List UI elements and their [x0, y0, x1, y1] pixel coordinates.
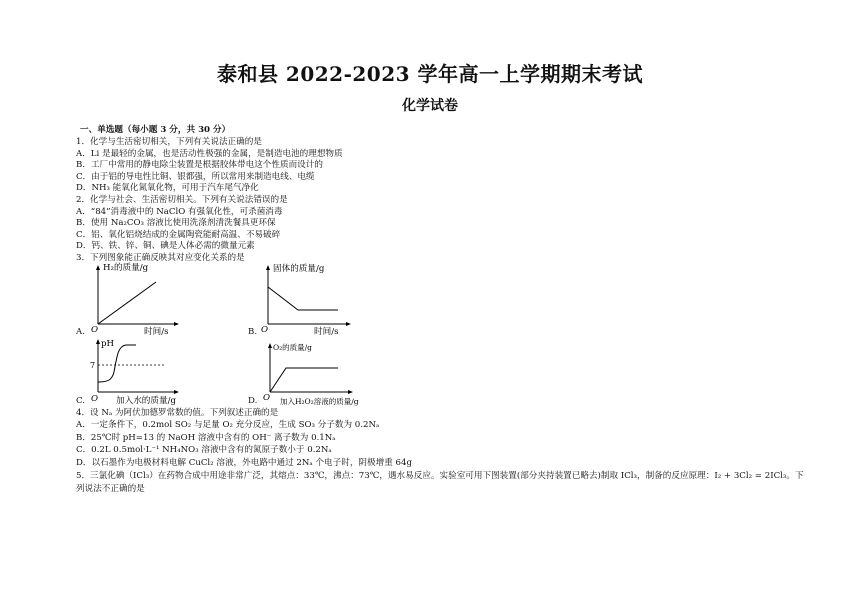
- graph-c-mark: 7: [90, 361, 96, 370]
- question-5: 5．三氯化碘（ICl₃）在药物合成中用途非常广泛，其熔点：33℃，沸点：73℃，遇水易反应。实验室可用下图装置(部分夹持装置已略去)制取 ICl₃，制备的反应原理：I₂ + 3Cl₂ = 2ICl₃。下: [76, 471, 804, 481]
- option-2d: D．钙、铁、锌、铜、碘是人体必需的微量元素: [76, 241, 255, 251]
- option-2a: A．“84”消毒液中的 NaClO 有强氧化性，可杀菌消毒: [76, 206, 283, 217]
- graph-b-ylabel: 固体的质量/g: [273, 264, 325, 274]
- graph-b: [258, 262, 368, 337]
- graph-a-origin: O: [91, 325, 99, 335]
- option-1b: B．工厂中常用的静电除尘装置是根据胶体带电这个性质而设计的: [76, 160, 323, 170]
- graph-b-option: B.: [248, 327, 258, 337]
- question-1: 1．化学与生活密切相关，下列有关说法正确的是: [76, 137, 262, 147]
- graph-c-curve: [98, 345, 136, 382]
- option-2c: C．铝、氧化铝烧结成的金属陶瓷能耐高温、不易破碎: [76, 229, 281, 240]
- graph-d-curve: [270, 368, 338, 392]
- question-3: 3．下列图象能正确反映其对应变化关系的是: [76, 252, 245, 263]
- option-4c: C．0.2L 0.5mol·L⁻¹ NH₄NO₃ 溶液中含有的氮原子数小于 0.2Nₐ: [76, 445, 332, 455]
- option-4a: A．一定条件下，0.2mol SO₂ 与足量 O₂ 充分反应，生成 SO₃ 分子数为 0.2Nₐ: [76, 420, 380, 430]
- graph-a-curve: [98, 282, 156, 324]
- graph-b-curve: [268, 287, 338, 310]
- question-2: 2．化学与社会、生活密切相关。下列有关说法错误的是: [76, 195, 288, 205]
- graph-c-xlabel: 加入水的质量/g: [116, 396, 176, 406]
- option-1c: C．由于铝的导电性比铜、银都强，所以常用来制造电线、电缆: [76, 171, 315, 182]
- graph-b-xlabel: 时间/s: [314, 327, 339, 337]
- option-2b: B．使用 Na₂CO₃ 溶液比使用洗涤剂清洗餐具更环保: [76, 218, 276, 228]
- option-1a: A．Li 是最轻的金属，也是活动性极强的金属，是制造电池的理想物质: [76, 148, 343, 159]
- graph-a-xlabel: 时间/s: [144, 327, 169, 337]
- graph-c-ylabel: pH: [101, 339, 114, 349]
- page-subtitle: 化学试卷: [402, 98, 458, 114]
- graph-a: [86, 262, 196, 337]
- graph-d: [258, 338, 368, 408]
- option-1d: D．NH₃ 能氧化氮氧化物，可用于汽车尾气净化: [76, 183, 259, 193]
- graph-d-option: D.: [248, 396, 258, 406]
- graph-d-origin: O: [263, 393, 271, 403]
- graph-c-option: C.: [76, 396, 86, 406]
- graph-b-origin: O: [261, 325, 269, 335]
- graph-a-option: A.: [76, 327, 85, 337]
- section-heading: 一、单选题（每小题 3 分，共 30 分）: [80, 125, 231, 135]
- graph-c-origin: O: [91, 394, 99, 404]
- option-4b: B．25℃时 pH=13 的 NaOH 溶液中含有的 OH⁻ 离子数为 0.1Nₐ: [76, 432, 336, 443]
- graph-d-xlabel: 加入H₂O₂溶液的质量/g: [280, 397, 359, 406]
- graph-d-ylabel: O₂的质量/g: [273, 343, 312, 352]
- question-5-cont: 列说法不正确的是: [76, 484, 145, 494]
- graph-a-ylabel: H₂的质量/g: [103, 263, 149, 273]
- page-title: 泰和县 2022-2023 学年高一上学期期末考试: [216, 62, 644, 86]
- question-4: 4．设 Nₐ 为阿伏加德罗常数的值。下列叙述正确的是: [76, 408, 279, 418]
- graph-c: [86, 336, 196, 408]
- option-4d: D．以石墨作为电极材料电解 CuCl₂ 溶液，外电路中通过 2Nₐ 个电子时，阴极增重 64g: [76, 458, 412, 468]
